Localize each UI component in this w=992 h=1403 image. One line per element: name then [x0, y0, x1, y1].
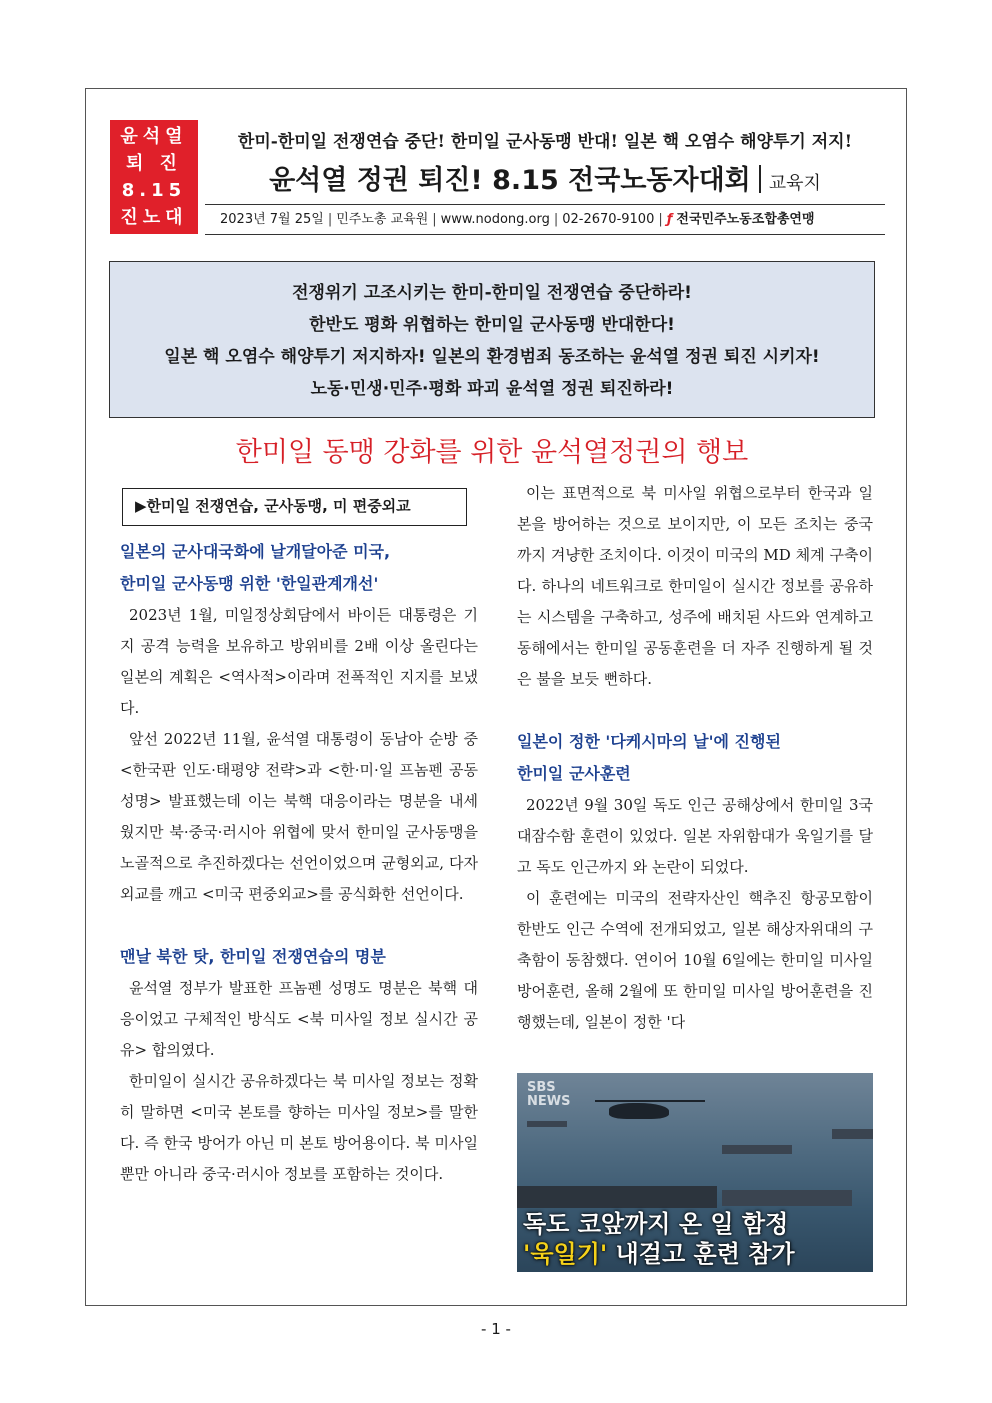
header-slogan: 한미-한미일 전쟁연습 중단! 한미일 군사동맹 반대! 일본 핵 오염수 해양투기 저지! [237, 132, 853, 152]
paragraph: 이 훈련에는 미국의 전략자산인 핵추진 항공모함이 한반도 인근 수역에 전개되었고, 일본 해상자위대의 구축함이 동참했다. 연이어 10월 6일에는 한미일 미사일 방어훈련, 올해 2월에 또 한미일 미사일 방어훈련을 진행했는데, 일본이 정한 '다 [517, 889, 873, 1031]
website-link[interactable]: www.nodong.org [440, 212, 550, 227]
publisher: 민주노총 교육원 [336, 212, 429, 227]
header-rule-top [205, 204, 885, 205]
meta-divider: | [553, 212, 559, 227]
news-logo [527, 1081, 570, 1109]
news-photo [517, 1073, 873, 1272]
subheading: 한미일 군사동맹 위한 '한일관계개선' [120, 574, 379, 593]
ship-shape [517, 1186, 717, 1208]
meta-divider: | [432, 212, 437, 227]
page-title: 윤석열 정권 퇴진! 8.15 전국노동자대회 [269, 165, 751, 196]
subheading: 일본의 군사대국화에 날개달아준 미국, [120, 542, 391, 561]
kctu-logo-icon: ƒ [666, 212, 673, 227]
badge-line: 퇴 진 [125, 153, 183, 174]
header-rule-bottom [205, 234, 885, 235]
subheading: 맨날 북한 탓, 한미일 전쟁연습의 명분 [120, 947, 386, 966]
spacer [120, 910, 478, 941]
badge-line: 윤석열 [120, 126, 188, 147]
rotor-shape [595, 1100, 705, 1102]
right-column [517, 478, 873, 1038]
news-logo-line: NEWS [527, 1094, 571, 1109]
slogan-line: 노동·민생·민주·평화 파괴 윤석열 정권 퇴진하라! [310, 379, 674, 399]
paragraph: 윤석열 정부가 발표한 프놈펜 성명도 명분은 북핵 대응이었고 구체적인 방식도 <북 미사일 정보 실시간 공유> 합의였다. [120, 979, 478, 1059]
slogan-line: 전쟁위기 고조시키는 한미-한미일 전쟁연습 중단하라! [292, 283, 692, 303]
paragraph: 한미일이 실시간 공유하겠다는 북 미사일 정보는 정확히 말하면 <미국 본토를 향하는 미사일 정보>를 말한다. 즉 한국 방어가 아닌 미 본토 방어용이다. 북 미사일뿐만 아니라 중국·러시아 정보를 포함하는 것이다. [120, 1072, 478, 1183]
subheading: 한미일 군사훈련 [517, 764, 631, 783]
slogan-box [109, 261, 875, 418]
badge-line: 8.15 [121, 180, 187, 201]
slogan-line: 한반도 평화 위협하는 한미일 군사동맹 반대한다! [309, 315, 675, 335]
meta-divider: | [658, 212, 663, 227]
left-column [120, 488, 478, 1190]
org-name: 전국민주노동조합총연맹 [676, 212, 815, 227]
article-headline: 한미일 동맹 강화를 위한 윤석열정권의 행보 [235, 437, 749, 468]
photo-caption-line: 독도 코앞까지 온 일 함정 [523, 1210, 789, 1238]
meta-divider: | [327, 212, 333, 227]
paragraph: 2023년 1월, 미일정상회담에서 바이든 대통령은 기지 공격 능력을 보유하고 방위비를 2배 이상 올린다는 일본의 계획은 <역사적>이라며 전폭적인 지지를 보냈다. [120, 606, 478, 717]
event-badge [110, 120, 198, 234]
spacer [517, 695, 873, 726]
issue-date: 2023년 7월 25일 [220, 212, 324, 227]
ship-shape [722, 1145, 792, 1154]
title-divider [759, 165, 761, 193]
photo-caption-line [523, 1239, 867, 1269]
slogan-line: 일본 핵 오염수 해양투기 저지하자! 일본의 환경범죄 동조하는 윤석열 정권 퇴진 시키자! [164, 347, 820, 367]
paragraph: 2022년 9월 30일 독도 인근 공해상에서 한미일 3국 대잠수함 훈련이 있었다. 일본 자위함대가 욱일기를 달고 독도 인근까지 와 논란이 되었다. [517, 796, 873, 876]
page-number: - 1 - [481, 1320, 511, 1338]
news-logo-line: SBS [527, 1080, 556, 1095]
ship-shape [722, 1190, 852, 1206]
badge-line: 진노대 [120, 207, 188, 228]
paragraph: 앞선 2022년 11월, 윤석열 대통령이 동남아 순방 중 <한국판 인도·태평양 전략>과 <한·미·일 프놈펜 공동성명> 발표했는데 이는 북핵 대응이라는 명분을 내세웠지만 북·중국·러시아 위협에 맞서 한미일 군사동맹을 노골적으로 추진하겠다는 선언이었으며 균형외교, 다자외교를 깨고 <미국 편중외교>를 공식화한 선언이다. [120, 730, 478, 903]
paragraph: 이는 표면적으로 북 미사일 위협으로부터 한국과 일본을 방어하는 것으로 보이지만, 이 모든 조치는 중국까지 겨냥한 조치이다. 이것이 미국의 MD 체계 구축이다. 하나의 네트워크로 한미일이 실시간 정보를 공유하는 시스템을 구축하고, 성주에 배치된 사드와 연계하고 동해에서는 한미일 공동훈련을 더 자주 진행하게 될 것은 불을 보듯 뻔하다. [517, 484, 873, 688]
header-title [205, 158, 885, 197]
caption-rest: 내걸고 훈련 참가 [607, 1240, 795, 1268]
section-title: ▶한미일 전쟁연습, 군사동맹, 미 편중외교 [122, 488, 467, 526]
phone-number: 02-2670-9100 [562, 212, 655, 227]
title-sub: 교육지 [768, 173, 821, 194]
header-meta [218, 208, 817, 227]
ship-shape [527, 1121, 567, 1127]
helicopter-shape [609, 1103, 669, 1119]
ship-shape [832, 1129, 873, 1139]
subheading: 일본이 정한 '다케시마의 날'에 진행된 [517, 732, 781, 751]
caption-highlight: '욱일기' [523, 1240, 608, 1268]
